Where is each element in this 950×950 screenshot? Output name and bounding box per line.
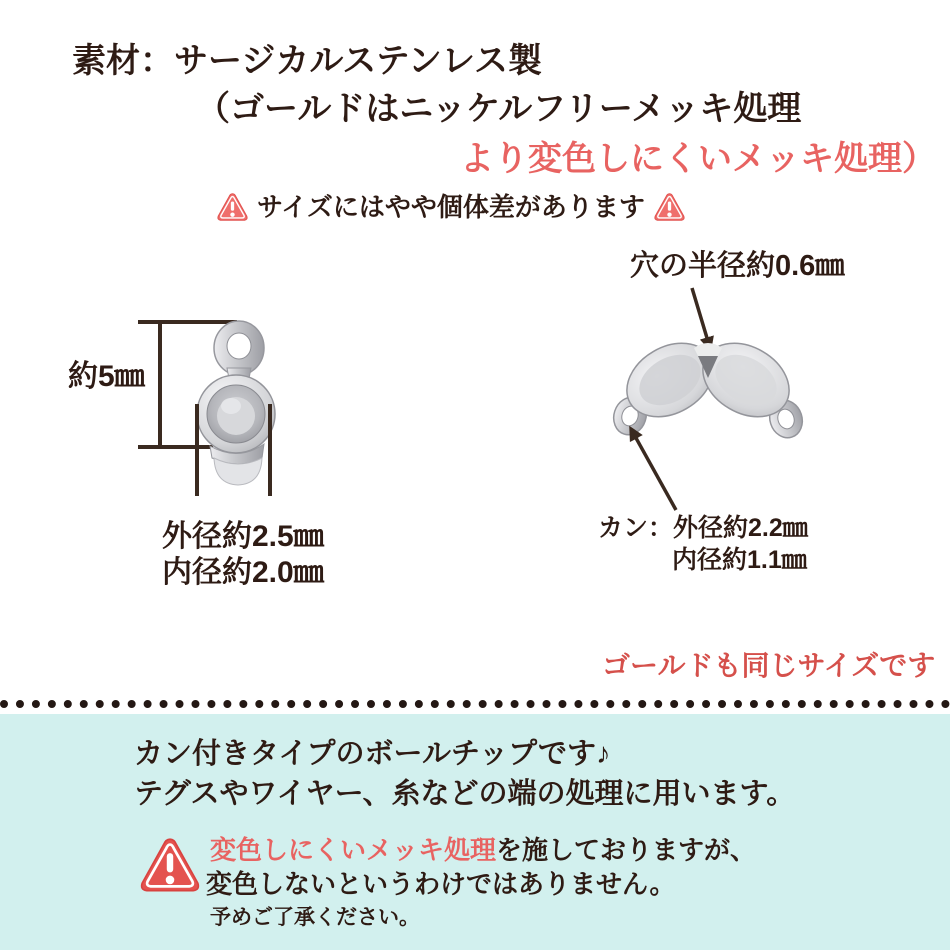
warning-icon	[653, 192, 686, 223]
material-line-2: （ゴールドはニッケルフリーメッキ処理	[196, 90, 802, 128]
diameter-dimension-lines	[192, 402, 278, 498]
gold-same-size-note: ゴールドも同じサイズです	[602, 650, 936, 681]
caution-highlight: 変色しにくいメッキ処理	[210, 835, 497, 865]
height-label: 約5㎜	[68, 360, 145, 393]
usage-panel	[0, 714, 950, 950]
hole-radius-label: 穴の半径約0.6㎜	[630, 250, 845, 282]
size-warning-row	[216, 192, 686, 223]
caution-line-3: 予めご了承ください。	[210, 906, 420, 929]
outer-diameter-label: 外径約2.5㎜	[162, 520, 324, 553]
loop-size-label-line-2: 内径約1.1㎜	[672, 546, 807, 574]
size-warning-text: サイズにはやや個体差があります	[257, 191, 645, 222]
caution-line-1-rest: を施しておりますが、	[496, 835, 757, 865]
warning-icon	[216, 192, 249, 223]
inner-diameter-label: 内径約2.0㎜	[162, 556, 324, 589]
dotted-separator	[0, 700, 950, 708]
material-line-3: より変色しにくいメッキ処理）	[460, 140, 936, 178]
warning-icon	[137, 836, 203, 896]
loop-size-label-line-1: カン：外径約2.2㎜	[598, 514, 808, 542]
usage-line-1: カン付きタイプのボールチップです♪	[134, 738, 611, 770]
material-line-1: 素材：サージカルステンレス製	[72, 42, 543, 80]
loop-pointer-arrow	[618, 418, 688, 514]
caution-line-2: 変色しないというわけではありません。	[206, 869, 676, 899]
caution-line-1	[210, 836, 756, 866]
usage-line-2: テグスやワイヤー、糸などの端の処理に用います。	[134, 778, 796, 810]
